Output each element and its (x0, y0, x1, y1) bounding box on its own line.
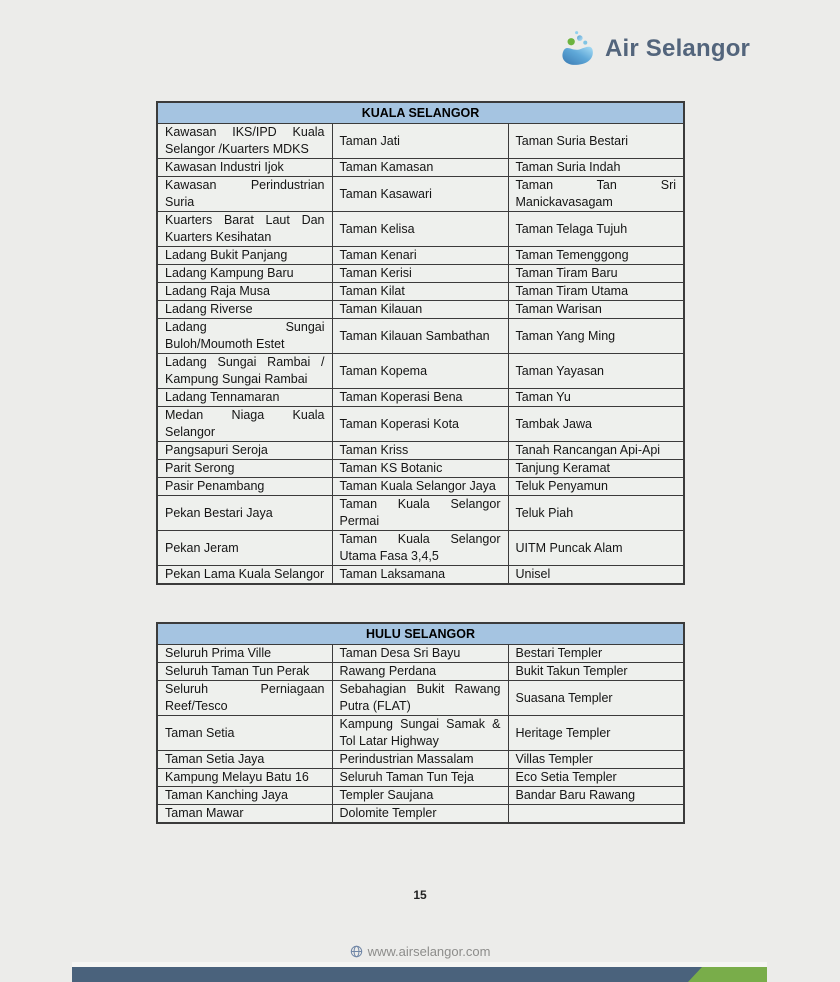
table-cell: Ladang Tennamaran (157, 389, 332, 407)
table-cell: Taman Kuala Selangor Utama Fasa 3,4,5 (332, 531, 508, 566)
table-row (157, 442, 684, 460)
kuala-selangor-table (156, 101, 685, 585)
table-cell: Taman Kuala Selangor Permai (332, 496, 508, 531)
table-cell: Ladang Kampung Baru (157, 265, 332, 283)
table-cell: Taman Kenari (332, 247, 508, 265)
table-cell: Taman Kamasan (332, 159, 508, 177)
table-body (157, 124, 684, 585)
table-cell: Eco Setia Templer (508, 769, 684, 787)
table-cell: Taman Koperasi Kota (332, 407, 508, 442)
table-cell: Templer Saujana (332, 787, 508, 805)
table-row (157, 496, 684, 531)
table-header-row (157, 623, 684, 645)
globe-icon (350, 945, 363, 958)
table-cell: Teluk Penyamun (508, 478, 684, 496)
table-row (157, 751, 684, 769)
table-row (157, 531, 684, 566)
table-cell: UITM Puncak Alam (508, 531, 684, 566)
table-cell: Parit Serong (157, 460, 332, 478)
table-row (157, 566, 684, 585)
table-cell: Kawasan IKS/IPD Kuala Selangor /Kuarters MDKS (157, 124, 332, 159)
brand-name: Air Selangor (605, 35, 751, 62)
table-cell: Pangsapuri Seroja (157, 442, 332, 460)
table-cell: Taman Kopema (332, 354, 508, 389)
table-cell: Ladang Sungai Buloh/Moumoth Estet (157, 319, 332, 354)
table-cell: Suasana Templer (508, 681, 684, 716)
table-row (157, 769, 684, 787)
table-cell: Taman Tiram Utama (508, 283, 684, 301)
table-cell: Taman Kilat (332, 283, 508, 301)
table-row (157, 645, 684, 663)
footer-website (0, 944, 840, 959)
table-cell: Taman Mawar (157, 805, 332, 824)
table-body (157, 645, 684, 824)
table-cell: Ladang Bukit Panjang (157, 247, 332, 265)
table-cell: Pekan Lama Kuala Selangor (157, 566, 332, 585)
table-row (157, 389, 684, 407)
table-cell: Kawasan Industri Ijok (157, 159, 332, 177)
table-title: KUALA SELANGOR (157, 102, 684, 124)
table-cell: Kampung Sungai Samak & Tol Latar Highway (332, 716, 508, 751)
table-row (157, 247, 684, 265)
table-cell: Kuarters Barat Laut Dan Kuarters Kesihatan (157, 212, 332, 247)
table-cell: Taman Koperasi Bena (332, 389, 508, 407)
table-cell: Taman Suria Indah (508, 159, 684, 177)
table-row (157, 460, 684, 478)
table-cell: Pasir Penambang (157, 478, 332, 496)
table-cell: Taman KS Botanic (332, 460, 508, 478)
table-cell: Taman Tiram Baru (508, 265, 684, 283)
table-cell: Taman Telaga Tujuh (508, 212, 684, 247)
table-title: HULU SELANGOR (157, 623, 684, 645)
website-url[interactable]: www.airselangor.com (367, 944, 491, 959)
table-cell: Unisel (508, 566, 684, 585)
table-row (157, 716, 684, 751)
table-row (157, 319, 684, 354)
table-cell: Bandar Baru Rawang (508, 787, 684, 805)
table-cell: Taman Yang Ming (508, 319, 684, 354)
table-cell: Teluk Piah (508, 496, 684, 531)
table-cell: Taman Kerisi (332, 265, 508, 283)
table-row (157, 301, 684, 319)
table-cell: Ladang Raja Musa (157, 283, 332, 301)
air-selangor-logo (558, 28, 750, 70)
table-row (157, 354, 684, 389)
table-cell: Taman Kriss (332, 442, 508, 460)
table-cell: Seluruh Prima Ville (157, 645, 332, 663)
table-cell: Seluruh Perniagaan Reef/Tesco (157, 681, 332, 716)
table-row (157, 663, 684, 681)
table-cell: Villas Templer (508, 751, 684, 769)
table-cell: Kawasan Perindustrian Suria (157, 177, 332, 212)
hulu-selangor-table (156, 622, 685, 824)
table-row (157, 212, 684, 247)
table-row (157, 124, 684, 159)
table-row (157, 265, 684, 283)
table-row (157, 805, 684, 824)
table-cell: Taman Kuala Selangor Jaya (332, 478, 508, 496)
table-cell: Rawang Perdana (332, 663, 508, 681)
table-cell: Taman Jati (332, 124, 508, 159)
table-header-row (157, 102, 684, 124)
table-cell: Tanjung Keramat (508, 460, 684, 478)
table-cell: Taman Yayasan (508, 354, 684, 389)
table-cell: Taman Kelisa (332, 212, 508, 247)
table-cell (508, 805, 684, 824)
table-cell: Taman Laksamana (332, 566, 508, 585)
table-cell: Taman Kilauan Sambathan (332, 319, 508, 354)
table-cell: Sebahagian Bukit Rawang Putra (FLAT) (332, 681, 508, 716)
table-cell: Bukit Takun Templer (508, 663, 684, 681)
table-cell: Pekan Bestari Jaya (157, 496, 332, 531)
table-row (157, 787, 684, 805)
table-cell: Taman Setia Jaya (157, 751, 332, 769)
table-cell: Ladang Riverse (157, 301, 332, 319)
table-cell: Heritage Templer (508, 716, 684, 751)
table-row (157, 681, 684, 716)
table-cell: Taman Temenggong (508, 247, 684, 265)
table-cell: Tanah Rancangan Api-Api (508, 442, 684, 460)
table-row (157, 283, 684, 301)
table-cell: Seluruh Taman Tun Teja (332, 769, 508, 787)
footer-bar-blue (72, 967, 702, 982)
table-row (157, 177, 684, 212)
table-cell: Taman Setia (157, 716, 332, 751)
table-cell: Taman Desa Sri Bayu (332, 645, 508, 663)
table-cell: Pekan Jeram (157, 531, 332, 566)
table-cell: Tambak Jawa (508, 407, 684, 442)
table-cell: Perindustrian Massalam (332, 751, 508, 769)
table-cell: Taman Kanching Jaya (157, 787, 332, 805)
table-cell: Kampung Melayu Batu 16 (157, 769, 332, 787)
table-cell: Dolomite Templer (332, 805, 508, 824)
table-row (157, 407, 684, 442)
table-row (157, 159, 684, 177)
table-cell: Ladang Sungai Rambai / Kampung Sungai Rambai (157, 354, 332, 389)
table-cell: Medan Niaga Kuala Selangor (157, 407, 332, 442)
table-cell: Taman Suria Bestari (508, 124, 684, 159)
table-cell: Taman Kasawari (332, 177, 508, 212)
table-row (157, 478, 684, 496)
page-number: 15 (413, 888, 427, 902)
table-cell: Bestari Templer (508, 645, 684, 663)
table-cell: Taman Kilauan (332, 301, 508, 319)
table-cell: Taman Warisan (508, 301, 684, 319)
water-droplet-icon (558, 28, 598, 70)
table-cell: Taman Yu (508, 389, 684, 407)
table-cell: Seluruh Taman Tun Perak (157, 663, 332, 681)
table-cell: Taman Tan Sri Manickavasagam (508, 177, 684, 212)
